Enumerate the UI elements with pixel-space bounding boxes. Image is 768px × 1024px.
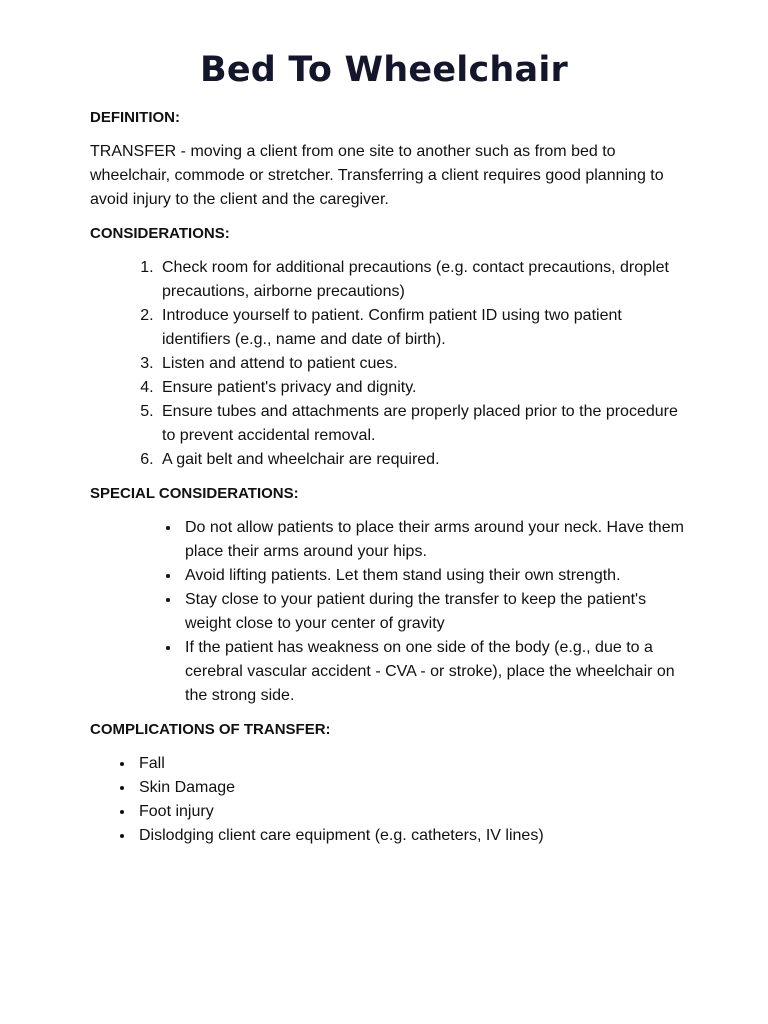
list-item: 5. Ensure tubes and attachments are properly placed prior to the procedure to prevent accidental removal. — [158, 400, 690, 448]
list-item: • Do not allow patients to place their arms around your neck. Have them place their arms around your hips. — [181, 516, 690, 564]
list-item: • Dislodging client care equipment (e.g. catheters, IV lines) — [135, 824, 690, 848]
considerations-heading: CONSIDERATIONS: — [90, 225, 230, 242]
list-item: • Foot injury — [135, 800, 690, 824]
document-body — [90, 106, 690, 848]
list-item: • Stay close to your patient during the transfer to keep the patient's weight close to your center of gravity — [181, 588, 690, 636]
definition-text: TRANSFER - moving a client from one site to another such as from bed to wheelchair, commode or stretcher. Transferring a client requires good planning to avoid injury to the client and the caregiver. — [90, 143, 664, 208]
page-title: Bed To Wheelchair — [199, 50, 569, 90]
considerations-list — [90, 256, 690, 472]
special-considerations-list — [90, 516, 690, 708]
list-item: 1. Check room for additional precautions (e.g. contact precautions, droplet precautions, airborne precautions) — [158, 256, 690, 304]
list-item: 6. A gait belt and wheelchair are required. — [158, 448, 690, 472]
list-item: 2. Introduce yourself to patient. Confirm patient ID using two patient identifiers (e.g., name and date of birth). — [158, 304, 690, 352]
list-item: 4. Ensure patient's privacy and dignity. — [158, 376, 690, 400]
complications-list — [90, 752, 690, 848]
special-considerations-heading: SPECIAL CONSIDERATIONS: — [90, 485, 299, 502]
list-item: 3. Listen and attend to patient cues. — [158, 352, 690, 376]
list-item: • Skin Damage — [135, 776, 690, 800]
list-item: • Fall — [135, 752, 690, 776]
definition-heading: DEFINITION: — [90, 109, 180, 126]
complications-heading: COMPLICATIONS OF TRANSFER: — [90, 721, 331, 738]
list-item: • If the patient has weakness on one side of the body (e.g., due to a cerebral vascular accident - CVA - or stroke), place the wheelchair on the strong side. — [181, 636, 690, 708]
list-item: • Avoid lifting patients. Let them stand using their own strength. — [181, 564, 690, 588]
